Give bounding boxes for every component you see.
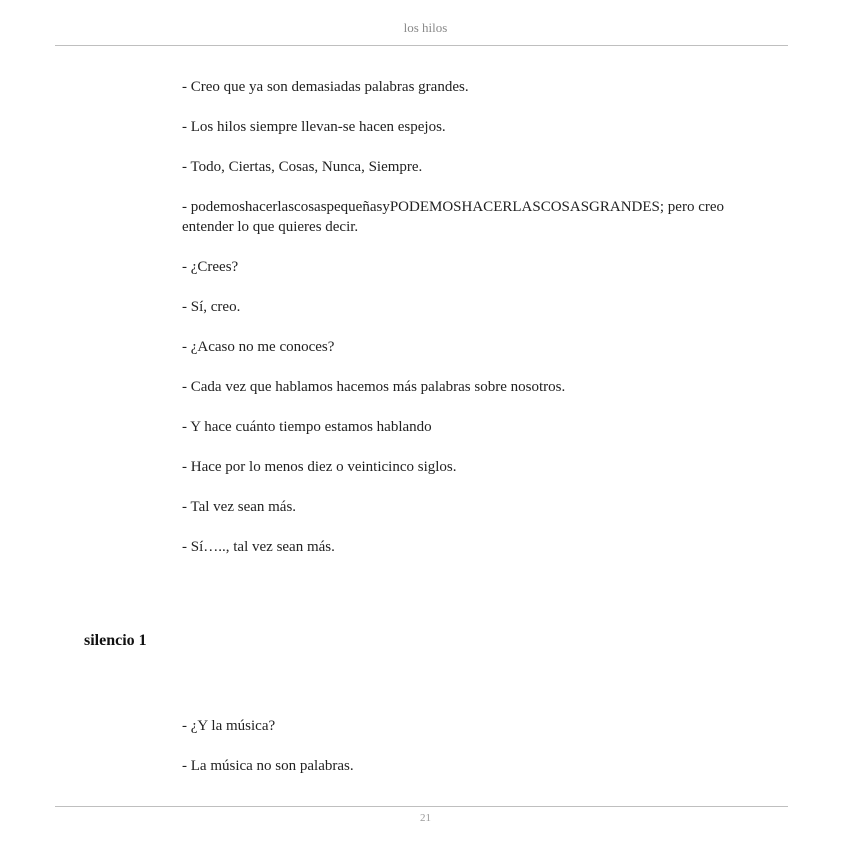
dialogue-line: - La música no son palabras.	[182, 758, 354, 774]
dialogue-line: - Sí….., tal vez sean más.	[182, 539, 335, 555]
section-heading: silencio 1	[84, 632, 147, 649]
dialogue-line: - Los hilos siempre llevan-se hacen espejos.	[182, 119, 446, 135]
dialogue-line: - ¿Crees?	[182, 259, 239, 275]
dialogue-block-1	[182, 77, 772, 577]
footer-divider	[55, 806, 788, 807]
dialogue-line: - Tal vez sean más.	[182, 499, 297, 515]
dialogue-line: - Cada vez que hablamos hacemos más palabras sobre nosotros.	[182, 379, 566, 395]
dialogue-line: - Y hace cuánto tiempo estamos hablando	[182, 419, 432, 435]
dialogue-line: - ¿Y la música?	[182, 718, 276, 734]
dialogue-block-2	[182, 716, 772, 796]
dialogue-line: - ¿Acaso no me conoces?	[182, 339, 335, 355]
dialogue-line: - Creo que ya son demasiadas palabras grandes.	[182, 79, 469, 95]
dialogue-line: - Sí, creo.	[182, 299, 241, 315]
running-header: los hilos	[403, 20, 448, 35]
dialogue-line: - podemoshacerlascosaspequeñasyPODEMOSHACERLASCOSASGRANDES; pero creo entender lo que quieres decir.	[182, 199, 725, 235]
header-divider	[55, 45, 788, 46]
page-number: 21	[420, 812, 431, 824]
dialogue-line: - Hace por lo menos diez o veinticinco siglos.	[182, 459, 457, 475]
dialogue-line: - Todo, Ciertas, Cosas, Nunca, Siempre.	[182, 159, 423, 175]
